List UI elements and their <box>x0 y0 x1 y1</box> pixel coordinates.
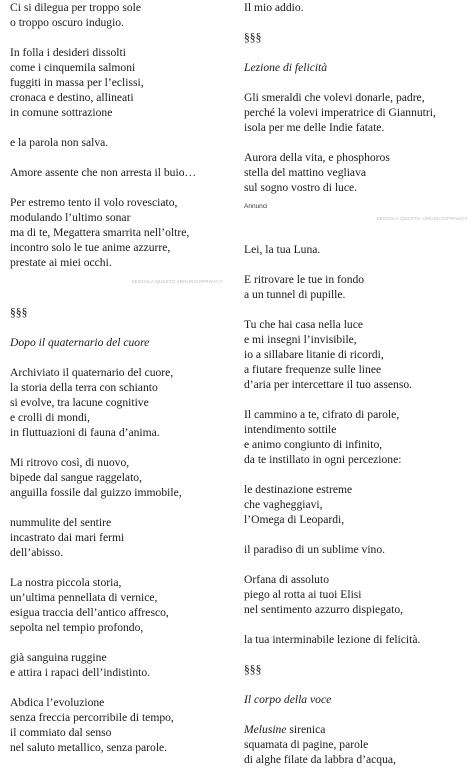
verse-line: Aurora della vita, e phosphoros <box>244 151 390 164</box>
ad-report-link[interactable]: SEGNALA QUESTO ANNUNCIOPRIVACY <box>376 216 468 221</box>
right-column <box>244 0 470 782</box>
verse-line: nummulite del sentire <box>10 516 112 529</box>
stanza <box>10 45 225 120</box>
verse-line: Per estremo tento il volo rovesciato, <box>10 196 178 209</box>
verse-line: Il cammino a te, cifrato di parole, <box>244 408 400 421</box>
stanza <box>244 0 470 15</box>
verse-line: già sanguina ruggine <box>10 651 107 664</box>
verse-line: Gli smeraldi che volevi donarle, padre, <box>244 91 425 104</box>
stanza <box>10 135 225 150</box>
verse-line: io a sillabare litanie di ricordi, <box>244 348 384 361</box>
verse-line: stella del mattino vegliava <box>244 166 367 179</box>
verse-line: in fluttuazioni di fauna d’anima. <box>10 426 160 439</box>
stanza <box>244 542 470 557</box>
verse-line: isola per me delle Indie fatate. <box>244 121 385 134</box>
verse-line: in comune sottrazione <box>10 106 113 119</box>
verse-line: Mi ritrovo così, di nuovo, <box>10 456 130 469</box>
section-separator: §§§ <box>244 31 262 44</box>
stanza <box>244 150 470 195</box>
stanza <box>10 575 225 635</box>
stanza <box>10 195 225 270</box>
stanza <box>10 515 225 560</box>
verse-line: sul sogno vostro di luce. <box>244 181 358 194</box>
verse-line: le destinazione estreme <box>244 483 353 496</box>
section-separator: §§§ <box>10 306 28 319</box>
stanza <box>244 632 470 647</box>
verse-line: la tua interminabile lezione di felicità. <box>244 633 421 646</box>
stanza <box>244 482 470 527</box>
verse-line: bipede dal sangue raggelato, <box>10 471 142 484</box>
verse-line: perché la volevi imperatrice di Giannutri, <box>244 106 436 119</box>
verse-line: In folla i desideri dissolti <box>10 46 126 59</box>
verse-line: senza freccia percorribile di tempo, <box>10 711 174 724</box>
verse-line: di alghe filate da labbra d’acqua, <box>244 753 396 766</box>
verse-line: a un tunnel di pupille. <box>244 288 346 301</box>
verse-line: incastrato dai mari fermi <box>10 531 125 544</box>
verse-line: e attira i rapaci dell’indistinto. <box>10 666 151 679</box>
stanza <box>244 722 470 767</box>
verse-line: e mi insegni l’invisibile, <box>244 333 357 346</box>
verse-line: incontro solo le tue anime azzurre, <box>10 241 171 254</box>
verse-line: Abdica l’evoluzione <box>10 696 105 709</box>
verse-line: l’Omega di Leopardi, <box>244 513 345 526</box>
verse-line: fuggiti in massa per l’eclissi, <box>10 76 144 89</box>
stanza <box>244 407 470 467</box>
verse-line: il paradiso di un sublime vino. <box>244 543 386 556</box>
verse-line: squamata di pagine, parole <box>244 738 369 751</box>
stanza <box>244 242 470 257</box>
verse-text: sirenica <box>286 723 326 736</box>
verse-line: dell’abisso. <box>10 546 64 559</box>
verse-line: Ci si dilegua per troppo sole <box>10 1 142 14</box>
stanza <box>244 572 470 617</box>
verse-line: cronaca e destino, allineati <box>10 91 134 104</box>
verse-line: sepolta nel tempio profondo, <box>10 621 144 634</box>
verse-line: Amore assente che non arresta il buio… <box>10 166 197 179</box>
verse-line: o troppo oscuro indugio. <box>10 16 124 29</box>
verse-line: intendimento sottile <box>244 423 337 436</box>
ad-report-link[interactable]: SEGNALA QUESTO ANNUNCIOPRIVACY <box>131 279 223 284</box>
stanza <box>10 650 225 680</box>
verse-line: nel sentimento azzurro dispiegato, <box>244 603 404 616</box>
section-separator: §§§ <box>244 663 262 676</box>
verse-line: prestate ai miei occhi. <box>10 256 112 269</box>
stanza <box>10 455 225 500</box>
verse-line: anguilla fossile dal guizzo immobile, <box>10 486 182 499</box>
italic-word: Melusine <box>244 723 287 736</box>
verse-line: esigua traccia dell’antico affresco, <box>10 606 169 619</box>
verse-line: a fiutare frequenze sulle linee <box>244 363 382 376</box>
verse-line: ma di te, Megattera smarrita nell’oltre, <box>10 226 190 239</box>
verse-line: e crolli di mondi, <box>10 411 90 424</box>
stanza <box>244 317 470 392</box>
stanza <box>244 90 470 135</box>
verse-line: un’ultima pennellata di vernice, <box>10 591 158 604</box>
stanza <box>244 272 470 302</box>
verse-line: si evolve, tra lacune cognitive <box>10 396 149 409</box>
verse-line <box>244 722 470 737</box>
verse-line: Archiviato il quaternario del cuore, <box>10 366 174 379</box>
verse-line: nel saluto metallico, senza parole. <box>10 741 168 754</box>
verse-line: Orfana di assoluto <box>244 573 330 586</box>
verse-line: E ritrovare le tue in fondo <box>244 273 365 286</box>
stanza <box>10 165 225 180</box>
left-column <box>10 0 225 770</box>
ad-label: Annunci <box>244 203 268 210</box>
poem-title: Dopo il quaternario del cuore <box>10 336 150 349</box>
verse-line: come i cinquemila salmoni <box>10 61 136 74</box>
verse-line: Il mio addio. <box>244 1 304 14</box>
stanza <box>10 0 225 30</box>
verse-line: La nostra piccola storia, <box>10 576 122 589</box>
poem-title: Lezione di felicità <box>244 61 328 74</box>
verse-line: che vagheggiavi, <box>244 498 323 511</box>
verse-line: d’aria per intercettare il tuo assenso. <box>244 378 413 391</box>
verse-line: il commiato dal senso <box>10 726 112 739</box>
verse-line: piego al rotta ai tuoi Elisi <box>244 588 362 601</box>
verse-line: Tu che hai casa nella luce <box>244 318 364 331</box>
poem-title: Il corpo della voce <box>244 693 332 706</box>
verse-line: da te instillato in ogni percezione: <box>244 453 402 466</box>
verse-line: modulando l’ultimo sonar <box>10 211 131 224</box>
stanza <box>10 365 225 440</box>
verse-line: e animo congiunto di infinito, <box>244 438 383 451</box>
verse-line: la storia della terra con schianto <box>10 381 158 394</box>
stanza <box>10 695 225 755</box>
verse-line: e la parola non salva. <box>10 136 109 149</box>
verse-line: Lei, la tua Luna. <box>244 243 321 256</box>
